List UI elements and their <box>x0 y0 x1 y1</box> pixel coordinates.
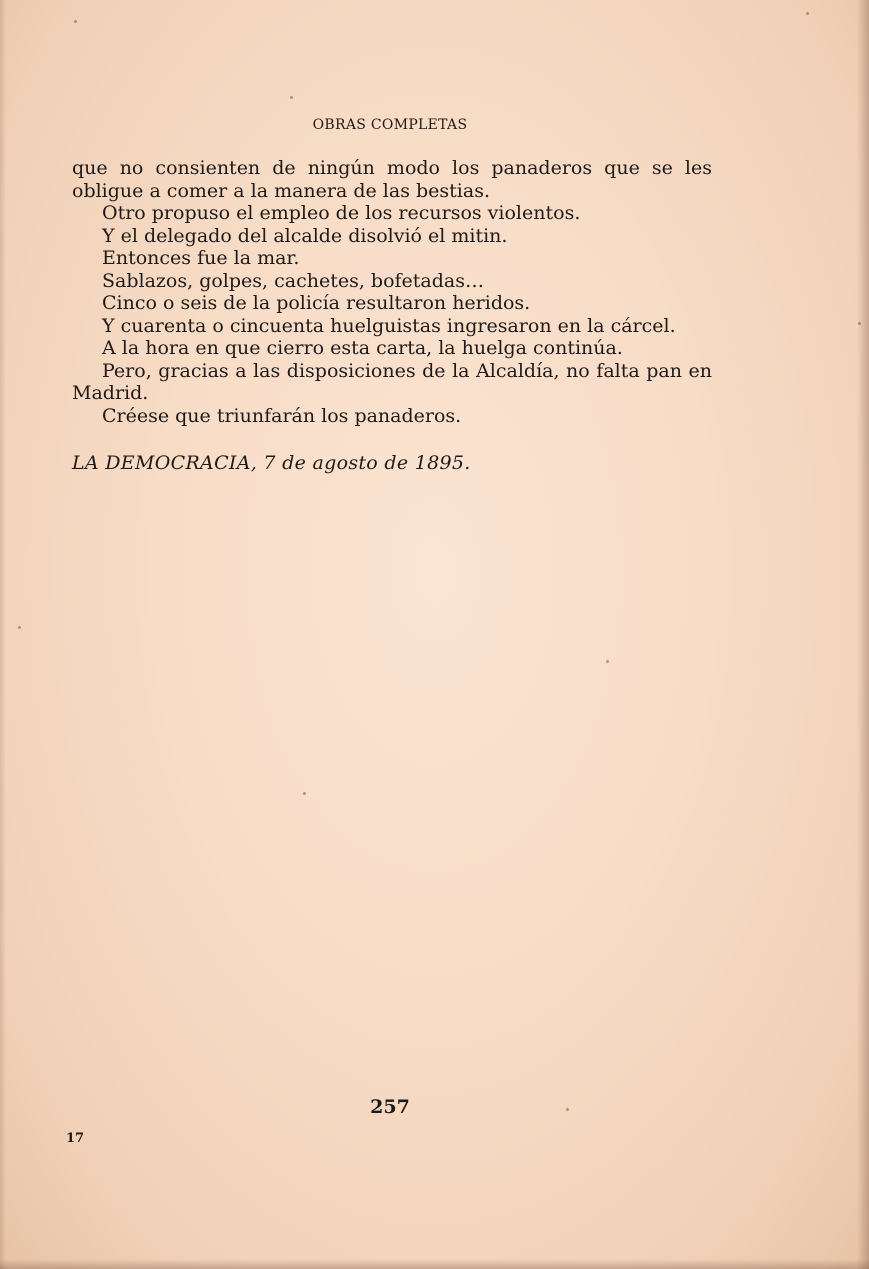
paragraph: Y el delegado del alcalde disolvió el mitin. <box>102 224 508 247</box>
page-edge-left <box>0 0 6 1269</box>
paragraph: Pero, gracias a las disposiciones de la Alcaldía, no falta pan en Madrid. <box>72 359 712 404</box>
paragraph: Créese que triunfarán los panaderos. <box>102 404 462 427</box>
paragraph: Cinco o seis de la policía resultaron heridos. <box>102 292 531 314</box>
paper-speck <box>606 660 609 663</box>
paper-speck <box>74 20 77 23</box>
paragraph: Sablazos, golpes, cachetes, bofetadas… <box>102 269 484 292</box>
paper-speck <box>858 322 861 325</box>
body-text <box>72 157 712 427</box>
page-number: 257 <box>370 1096 410 1118</box>
paragraph: Y cuarenta o cincuenta huelguistas ingresaron en la cárcel. <box>102 314 676 337</box>
page-edge-right <box>857 0 869 1269</box>
paragraph: A la hora en que cierro esta carta, la huelga continúa. <box>102 337 623 359</box>
paper-speck <box>303 792 306 795</box>
paper-speck <box>18 626 21 629</box>
paragraph: Entonces fue la mar. <box>102 247 300 269</box>
paragraph: que no consienten de ningún modo los panaderos que se les obligue a comer a la manera de las bestias. <box>72 157 712 202</box>
source-signature: LA DEMOCRACIA, 7 de agosto de 1895. <box>72 452 471 474</box>
page-edge-bottom <box>0 1259 869 1269</box>
paper-speck <box>290 96 293 99</box>
paragraph: Otro propuso el empleo de los recursos violentos. <box>102 202 581 224</box>
running-header: OBRAS COMPLETAS <box>312 117 468 133</box>
printer-signature-mark: 17 <box>66 1131 85 1146</box>
paper-speck <box>806 12 809 15</box>
